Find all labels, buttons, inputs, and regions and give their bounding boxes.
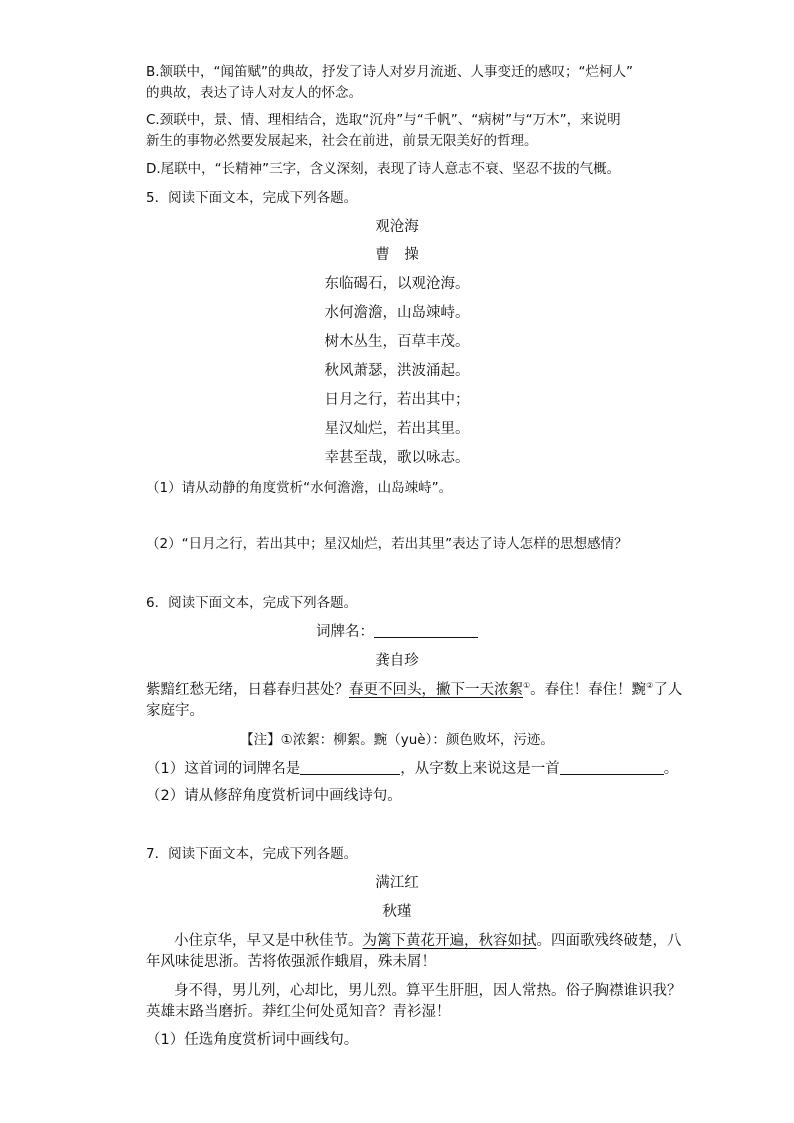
ci-text: 紫黯红愁无绪，日暮春归甚处？: [146, 682, 349, 698]
ci-author: 龚自珍: [375, 653, 419, 669]
option-d-line: D.尾联中，“长精神”三字，含义深刻，表现了诗人意志不衰、坚忍不拔的气概。: [146, 161, 621, 177]
ci-note: 【注】①浓絮：柳絮。黦（yuè）：颜色败坏，污迹。: [240, 732, 554, 748]
footnote-marker: ②: [646, 681, 654, 690]
question-6-sub-1: [146, 759, 678, 779]
answer-blank[interactable]: [560, 760, 664, 775]
sub-1-text: （1）这首词的词牌名是: [146, 761, 301, 777]
sub-1-text: ，从字数上来说这是一首: [400, 761, 560, 777]
ci-text-line-2: 家庭宇。: [146, 703, 204, 719]
poem-line: 星汉灿烂，若出其里。: [324, 421, 470, 437]
question-7-heading: 7．阅读下面文本，完成下列各题。: [146, 846, 358, 862]
question-5-sub-1: （1）请从动静的角度赏析“水何澹澹，山岛竦峙”。: [146, 480, 453, 496]
poem-line: 秋风萧瑟，洪波涌起。: [324, 363, 470, 379]
ci-title: 满江红: [375, 875, 419, 891]
ci-underlined-line: 为篱下黄花开遍，秋容如拭: [362, 933, 537, 949]
ci-text: 了人: [653, 682, 683, 698]
question-5-sub-2: （2）“日月之行，若出其中；星汉灿烂，若出其里”表达了诗人怎样的思想感情？: [146, 536, 628, 552]
poem-line: 树木丛生，百草丰茂。: [324, 334, 470, 350]
poem-line: 日月之行，若出其中；: [324, 392, 470, 408]
question-5-heading: 5．阅读下面文本，完成下列各题。: [146, 190, 358, 206]
poem-title: 观沧海: [375, 219, 419, 235]
question-6-sub-2: （2）请从修辞角度赏析词中画线诗句。: [146, 788, 402, 804]
poem-line: 幸甚至哉，歌以咏志。: [324, 450, 470, 466]
poem-line: 东临碣石，以观沧海。: [324, 276, 470, 292]
ci-author: 秋瑾: [382, 904, 412, 920]
ci-text: 小住京华，早又是中秋佳节。: [174, 933, 363, 949]
poem-line: 水何澹澹，山岛竦峙。: [324, 305, 470, 321]
option-c-line-1: C.颈联中，景、情、理相结合，选取“沉舟”与“千帆”、“病树”与“万木”，来说明: [146, 112, 621, 128]
footnote-marker: ①: [523, 681, 531, 690]
ci-underlined-line: 春更不回头，撇下一天浓絮: [349, 682, 523, 698]
ci-text-line-1: [146, 680, 682, 700]
ci-text: 。春住！春住！黦: [530, 682, 647, 698]
answer-blank[interactable]: [300, 760, 400, 775]
option-b-line-2: 的典故，表达了诗人对友人的怀念。: [146, 85, 362, 101]
ci-title-line: [0, 622, 794, 642]
option-b-line-1: B.颔联中，“闻笛赋”的典故，抒发了诗人对岁月流逝、人事变迁的感叹；“烂柯人”: [146, 64, 634, 80]
ci-text-line-3: 身不得，男儿列，心却比，男儿烈。算平生肝胆，因人常热。俗子胸襟谁识我？: [174, 983, 682, 999]
ci-text-line-4: 英雄末路当磨折。莽红尘何处觅知音？青衫湿！: [146, 1004, 451, 1020]
ci-text-line-1: [174, 931, 682, 951]
ci-text-line-2: 年风味徒思浙。苦将侬强派作蛾眉，殊未屑！: [146, 954, 436, 970]
question-6-heading: 6．阅读下面文本，完成下列各题。: [146, 595, 358, 611]
option-c-line-2: 新生的事物必然要发展起来，社会在前进，前景无限美好的哲理。: [146, 133, 538, 149]
poem-author: 曹 操: [375, 247, 419, 263]
ci-title-blank[interactable]: [374, 623, 478, 638]
ci-title-label: 词牌名：: [316, 624, 374, 640]
ci-text: 。四面歌残终破楚，八: [536, 933, 682, 949]
sub-1-text: 。: [663, 761, 679, 777]
question-7-sub-1: （1）任选角度赏析词中画线句。: [146, 1032, 359, 1048]
